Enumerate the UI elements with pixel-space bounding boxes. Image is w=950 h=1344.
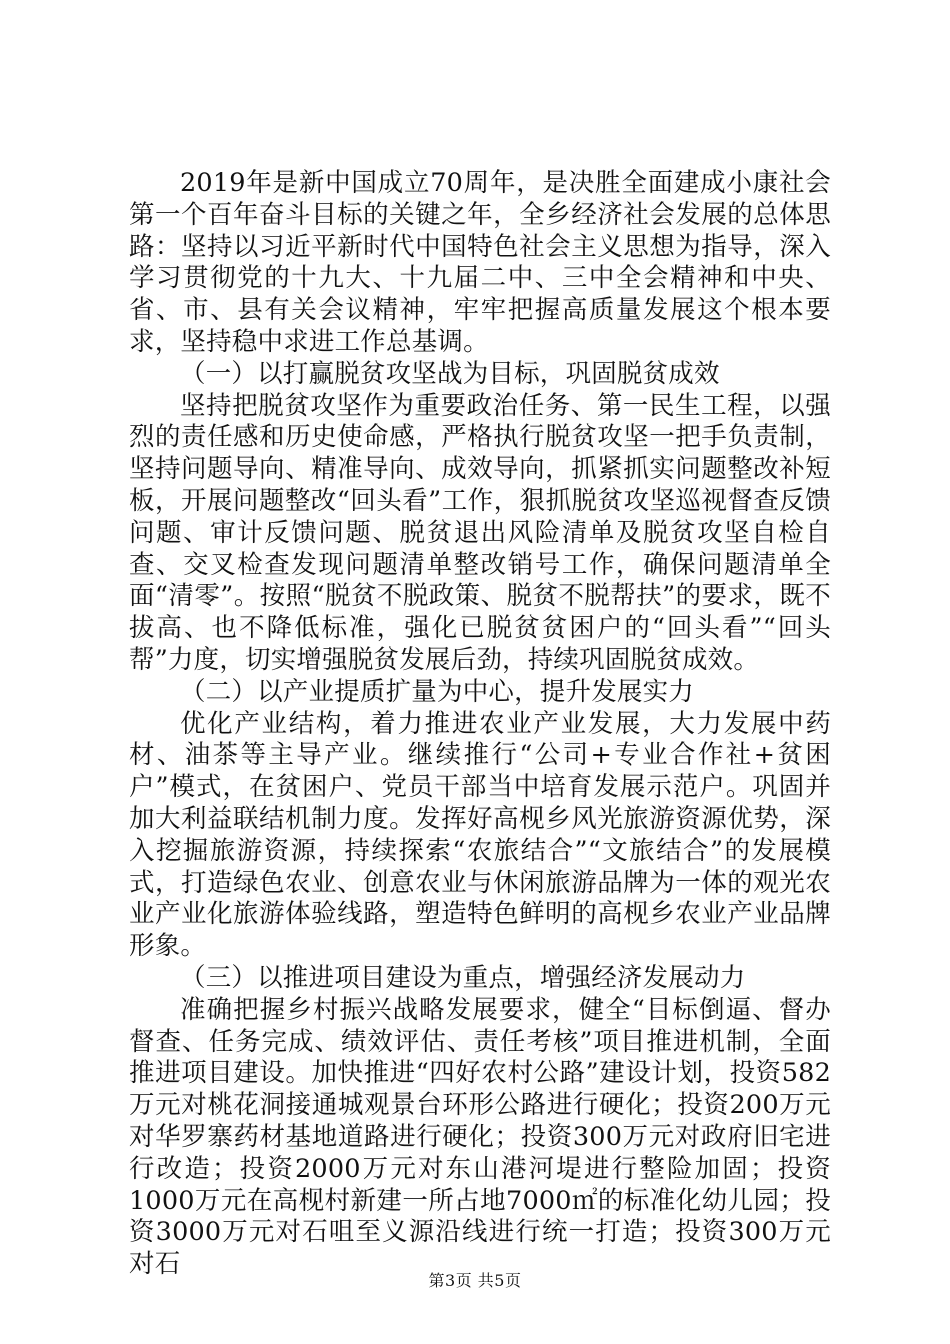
paragraph-industry: 优化产业结构，着力推进农业产业发展，大力发展中药材、油茶等主导产业。继续推行“公司+专业合作社+贫困户”模式，在贫困户、党员干部当中培育发展示范户。巩固并加大利益联结机制力度。发挥好高枧乡风光旅游资源优势，深入挖掘旅游资源，持续探索“农旅结合”“文旅结合”的发展模式，打造绿色农业、创意农业与休闲旅游品牌为一体的观光农业产业化旅游体验线路，塑造特色鲜明的高枧乡农业产业品牌形象。 <box>129 708 831 962</box>
section-heading-3: （三）以推进项目建设为重点，增强经济发展动力 <box>180 962 746 993</box>
section-heading-2: （二）以产业提质扩量为中心，提升发展实力 <box>180 676 695 707</box>
page-footer <box>0 1271 950 1291</box>
paragraph-poverty: 坚持把脱贫攻坚作为重要政治任务、第一民生工程，以强烈的责任感和历史使命感，严格执行脱贫攻坚一把手负责制，坚持问题导向、精准导向、成效导向，抓紧抓实问题整改补短板，开展问题整改“回头看”工作，狠抓脱贫攻坚巡视督查反馈问题、审计反馈问题、脱贫退出风险清单及脱贫攻坚自检自查、交叉检查发现问题清单整改销号工作，确保问题清单全面“清零”。按照“脱贫不脱政策、脱贫不脱帮扶”的要求，既不拔高、也不降低标准，强化已脱贫贫困户的“回头看”“回头帮”力度，切实增强脱贫发展后劲，持续巩固脱贫成效。 <box>129 390 831 675</box>
paragraph-projects: 准确把握乡村振兴战略发展要求，健全“目标倒逼、督办督查、任务完成、绩效评估、责任考核”项目推进机制，全面推进项目建设。加快推进“四好农村公路”建设计划，投资582万元对桃花洞接通城观景台环形公路进行硬化；投资200万元对华罗寨药材基地道路进行硬化；投资300万元对政府旧宅进行改造；投资2000万元对东山港河堤进行整险加固；投资1000万元在高枧村新建一所占地7000㎡的标准化幼儿园；投资3000万元对石咀至义源沿线进行统一打造；投资300万元对石 <box>129 994 831 1280</box>
document-body <box>129 168 831 1281</box>
section-heading-1: （一）以打赢脱贫攻坚战为目标，巩固脱贫成效 <box>180 358 720 389</box>
page-number: 第3页 共5页 <box>428 1271 522 1290</box>
paragraph-intro: 2019年是新中国成立70周年，是决胜全面建成小康社会第一个百年奋斗目标的关键之年，全乡经济社会发展的总体思路：坚持以习近平新时代中国特色社会主义思想为指导，深入学习贯彻党的十九大、十九届二中、三中全会精神和中央、省、市、县有关会议精神，牢牢把握高质量发展这个根本要求，坚持稳中求进工作总基调。 <box>129 168 831 357</box>
